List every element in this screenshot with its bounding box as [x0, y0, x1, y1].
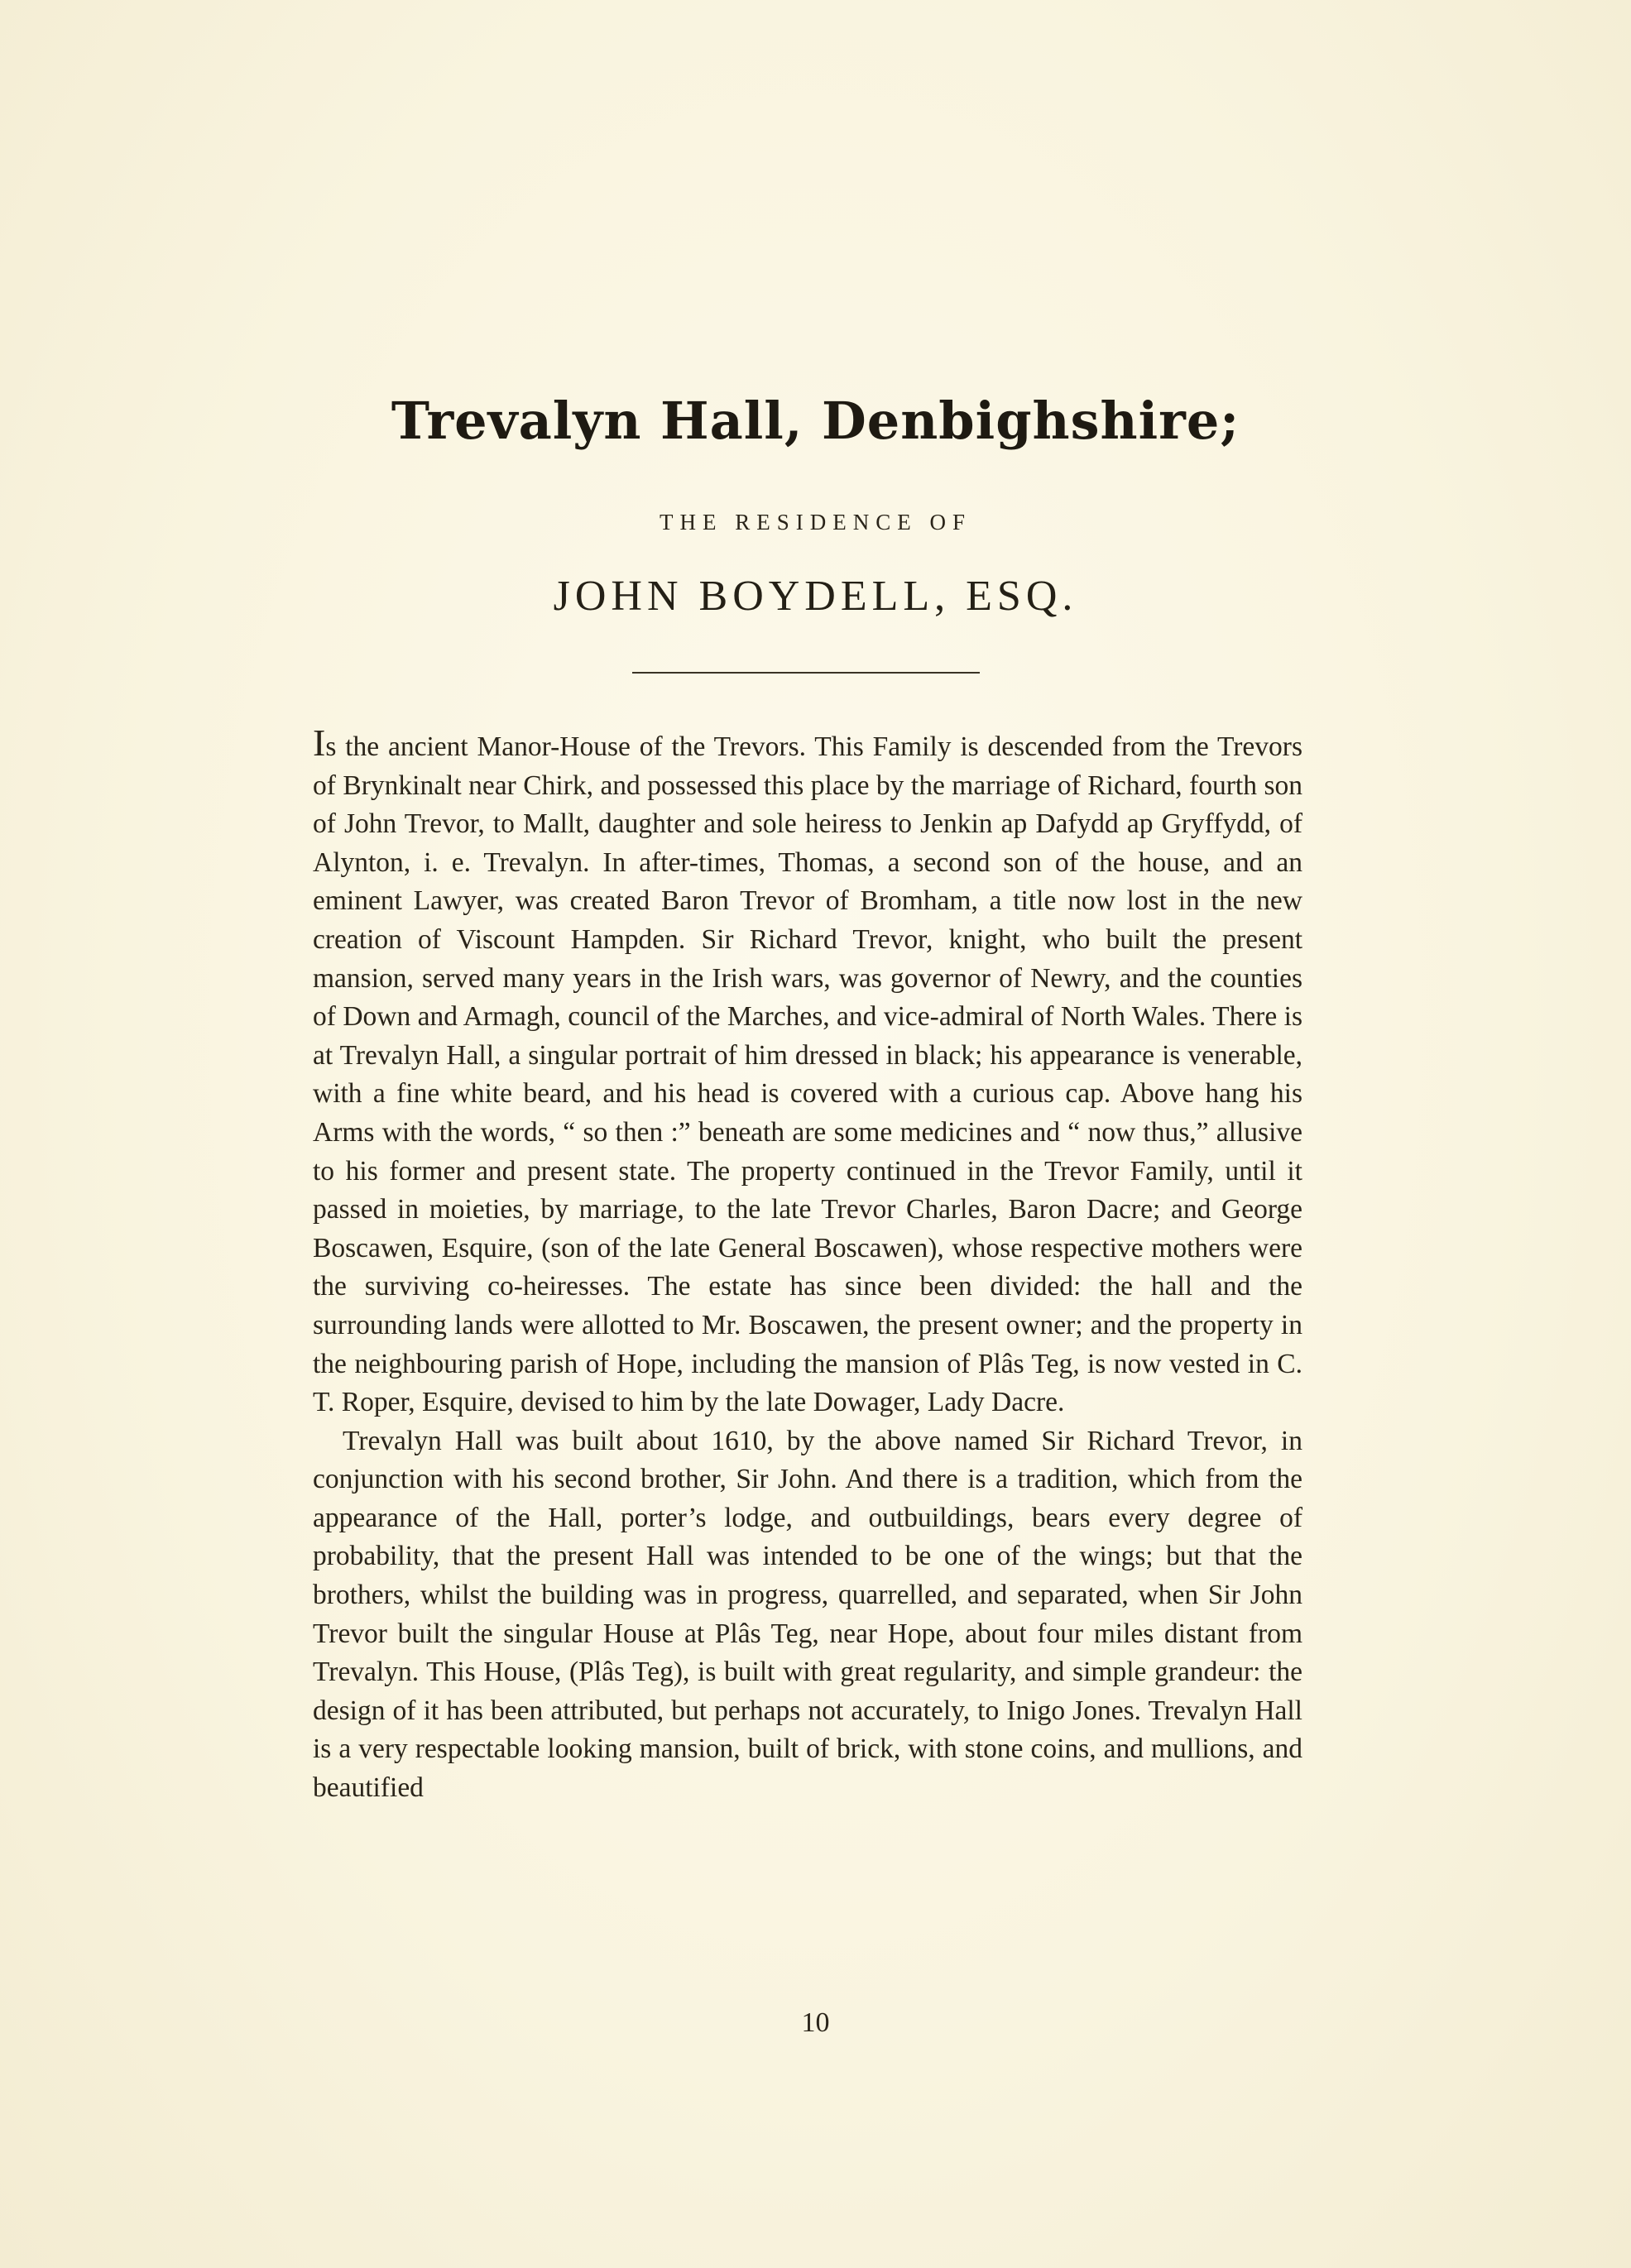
page-number: 10	[801, 2007, 830, 2038]
page-title: Trevalyn Hall, Denbighshire;	[391, 391, 1240, 451]
subtitle: THE RESIDENCE OF	[660, 510, 971, 535]
drop-cap: I	[313, 722, 326, 764]
paragraph-1-text: s the ancient Manor-House of the Trevors. This Family is descended from the Trevors of Brynkinalt near Chirk, and possessed this place by the marriage of Richard, fourth son of John Trevor, to Mallt, daughter and sole heiress to Jenkin ap Dafydd ap Gryffydd, of Alynton, i. e. Trevalyn. In after-times, Thomas, a second son of the house, and an eminent Lawyer, was created Baron Trevor of Bromham, a title now lost in the new creation of Viscount Hampden. Sir Richard Trevor, knight, who built the present mansion, served many years in the Irish wars, was governor of Newry, and the counties of Down and Armagh, council of the Marches, and vice-admiral of North Wales. There is at Trevalyn Hall, a singular portrait of him dressed in black; his appearance is venerable, with a fine white beard, and his head is covered with a curious cap. Above hang his Arms with the words, “ so then :” beneath are some medicines and “ now thus,” allusive to his former and present state. The property continued in the Trevor Family, until it passed in moieties, by marriage, to the late Trevor Charles, Baron Dacre; and George Boscawen, Esquire, (son of the late General Boscawen), whose respective mothers were the surviving co-heiresses. The estate has since been divided: the hall and the surrounding lands were allotted to Mr. Boscawen, the present owner; and the property in the neighbouring parish of Hope, including the mansion of Plâs Teg, is now vested in C. T. Roper, Esquire, devised to him by the late Dowager, Lady Dacre.	[313, 731, 1302, 1418]
paragraph-2-text: Trevalyn Hall was built about 1610, by the above named Sir Richard Trevor, in conjunction with his second brother, Sir John. And there is a tradition, which from the appearance of the Hall, porter’s lodge, and outbuildings, bears every degree of probability, that the present Hall was intended to be one of the wings; but that the brothers, whilst the building was in progress, quarrelled, and separated, when Sir John Trevor built the singular House at Plâs Teg, near Hope, about four miles distant from Trevalyn. This House, (Plâs Teg), is built with great regularity, and simple grandeur: the design of it has been attributed, but perhaps not accurately, to Inigo Jones. Trevalyn Hall is a very respectable looking mansion, built of brick, with stone coins, and mullions, and beautified	[313, 1425, 1302, 1804]
title-divider	[632, 672, 980, 674]
paragraph-2	[313, 1422, 1302, 1808]
owner-name: JOHN BOYDELL, ESQ.	[553, 573, 1078, 620]
body-text	[313, 724, 1302, 1808]
paragraph-1	[313, 724, 1302, 1422]
